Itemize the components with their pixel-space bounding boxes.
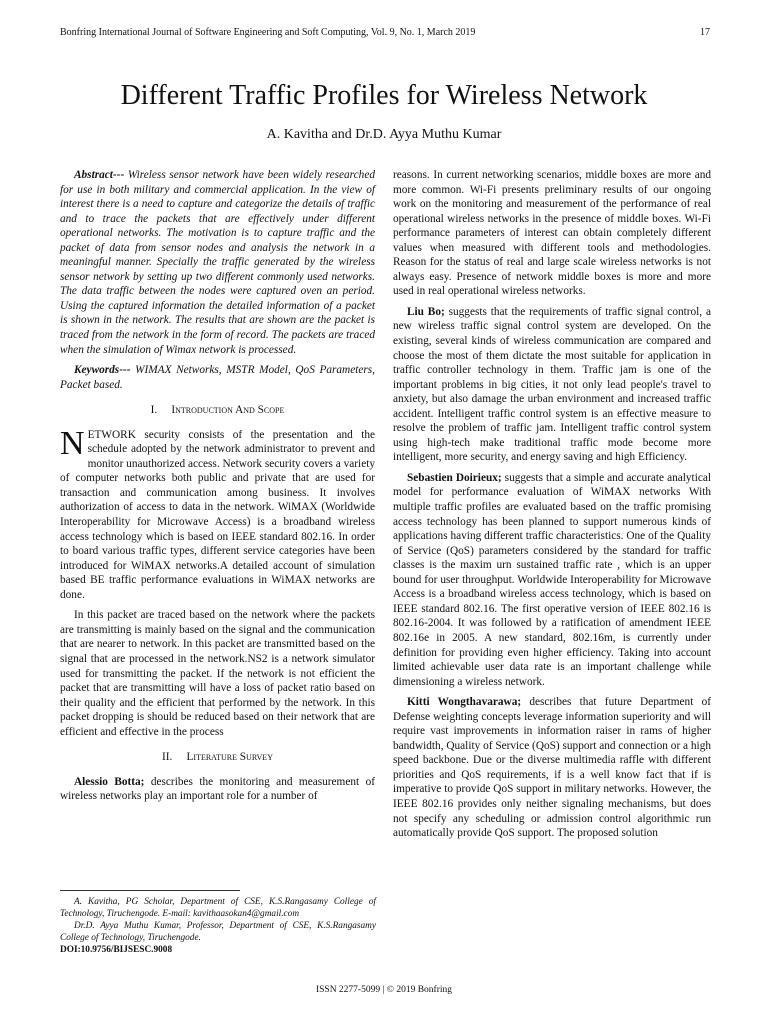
doi: DOI:10.9756/BIJSESC.9008 xyxy=(60,945,173,955)
botta-continued: reasons. In current networking scenarios, middle boxes are more and more common. Wi-Fi presents preliminary results of our ongoing work on the monitoring and measurement of the performance of real operational wireless networks in the presence of middle boxes. Wi-Fi performance parameters of interest can obtain completely different values when measured with different tools and methodologies. Reason for the status of real and large scale wireless networks is not always easy. Presence of network middle boxes is more and more used in real operational wireless networks. xyxy=(393,169,711,298)
section-title: Introduction And Scope xyxy=(171,404,285,417)
author-name: Kitti Wongthavarawa; xyxy=(407,696,522,709)
right-column xyxy=(393,168,711,847)
section-title: Literature Survey xyxy=(186,751,273,764)
drop-cap: N xyxy=(60,424,85,462)
abstract-text: Wireless sensor network have been widely researched for use in both military and commercial application. In the view of interest there is a need to capture and categorize the details of traffic and to trace the packets that are effectively under different operational networks. The motivation is to capture traffic and the packet of data from sensor nodes and analysis the network in a meaningful manner. Specially the traffic generated by the wireless sensor network by setting up two different commonly used networks. The data traffic between the nodes were captured oven an period. Using the captured information the detailed information of a packet is shown in the network. The results that are shown are the packet is traced from the network in the form of record. The packets are traced when the simulation of Wimax network is processed. xyxy=(60,169,375,356)
keywords xyxy=(60,363,375,392)
paragraph-text: describes the monitoring and measurement of wireless networks play an important role for a number of xyxy=(60,775,375,803)
keywords-text: WIMAX Networks, MSTR Model, QoS Parameters, Packet based. xyxy=(60,364,375,391)
intro-paragraph-2: In this packet are traced based on the network where the packets are transmitting is mainly based on the signal and the communication that are nearer to network. In this packet are transmitted based on the signal that are processed in the network.NS2 is a network simulator used for transmitting the packet. If the network is not efficient the packet that are transmitting will have a loss of packet ratio based on their quality and the efficient that performed by the network. In this packet dropping is should be reduced based on their network that are efficient and effective in the process xyxy=(60,609,375,738)
footnote-author-1: A. Kavitha, PG Scholar, Department of CSE, K.S.Rangasamy College of Technology, Tiruchengode. E-mail: kavithaasokan4@gmail.com xyxy=(60,897,376,919)
abstract xyxy=(60,168,375,357)
section-number: I. xyxy=(150,404,158,417)
kitti-paragraph xyxy=(393,695,711,840)
page-footer: ISSN 2277-5099 | © 2019 Bonfring xyxy=(315,985,453,995)
intro-paragraph-1 xyxy=(60,424,375,603)
paragraph-text: suggests that a simple and accurate analytical model for performance evaluation of WiMAX networks With multiple traffic profiles are evaluated based on the traffic promising access technology has been planned to support numerous kinds of applications having different traffic characteristics. One of the Quality of Service (QoS) parameters considered by the standard for traffic classes is the maxim urn sustained traffic rate , which is an upper bound for user throughput. Worldwide Interoperability for Microwave Access is a broadband wireless access technology, which is based on IEEE standard 802.16. The first operative version of IEEE 802.16 is 802.16-2004. It was followed by a ratification of amendment IEEE 802.16e in 2005. A new standard, 802.16m, is currently under definition for providing even higher efficiency. Taking into account limited achievable user data rate is an important challenge while dimensioning a wireless network. xyxy=(393,471,711,688)
liu-paragraph xyxy=(393,305,711,465)
author-name: Liu Bo; xyxy=(407,305,445,318)
keywords-label: Keywords--- xyxy=(74,364,131,377)
paragraph-text: suggests that the requirements of traffic signal control, a new wireless traffic signal control system are developed. On the existing, several kinds of wireless communication are compared and choose the most of them dictate the most suitable for application in traffic controller technology in them. Traffic jam is one of the important problems in big cities, it not only lead people's travel to anxiety, but also damage the urban environment and increased traffic accident. Intelligent traffic control system is an effective measure to resolve the problem of traffic jam. Intelligent traffic control system using high-tech make traditional traffic mode become more intelligent, more security, and energy saving and high Efficiency. xyxy=(393,305,711,464)
paper-authors: A. Kavitha and Dr.D. Ayya Muthu Kumar xyxy=(266,127,502,142)
botta-paragraph xyxy=(60,775,375,804)
page-number: 17 xyxy=(700,27,710,38)
author-name: Alessio Botta; xyxy=(74,775,145,788)
paragraph-text: describes that future Department of Defense weighting concepts leverage information superiority and will require vast improvements in information raiser in rams of higher bandwidth, Quality of Service (QoS) support and connection or a high speed backbone. Due or the diverse multimedia raffle with different priorities and QoS requirements, if is a well know fact that if is imperative to provide QoS support in military networks. However, the IEEE 802.16 provides only neither signaling mechanisms, but does not specify any scheduling or admission control algorithmic run automatically provide QoS support. The proposed solution xyxy=(393,696,711,840)
footnotes xyxy=(60,896,376,956)
left-column xyxy=(60,168,375,810)
paper-title: Different Traffic Profiles for Wireless Network xyxy=(120,80,648,111)
footnote-author-2: Dr.D. Ayya Muthu Kumar, Professor, Department of CSE, K.S.Rangasamy College of Technology, Tiruchengode. xyxy=(60,921,376,943)
abstract-label: Abstract--- xyxy=(74,169,125,181)
sebastien-paragraph xyxy=(393,471,711,689)
section-heading-introduction xyxy=(60,403,375,418)
intro-paragraph-1-text: security consists of the presentation and the schedule adopted by the network administrator to prevent and monitor unauthorized access. Network security covers a variety of computer networks both public and private that are used for transaction and communication among business. It involves authorization of access to data in the network. WiMAX (Worldwide Interoperability for Microwave Access) is a broadband wireless access technology which is based on IEEE standard 802.16. In order to board various traffic types, different service categories have been introduced for WiMAX networks.A detailed account of simulation based BE traffic performance evaluations in WiMAX networks are done. xyxy=(60,428,375,601)
running-head xyxy=(60,27,710,38)
author-name: Sebastien Doirieux; xyxy=(407,471,502,484)
first-word: ETWORK xyxy=(87,428,136,441)
section-heading-literature xyxy=(60,750,375,765)
journal-citation: Bonfring International Journal of Software Engineering and Soft Computing, Vol. 9, No. 1, March 2019 xyxy=(60,27,476,38)
footnote-divider xyxy=(60,890,240,891)
section-number: II. xyxy=(162,751,173,764)
